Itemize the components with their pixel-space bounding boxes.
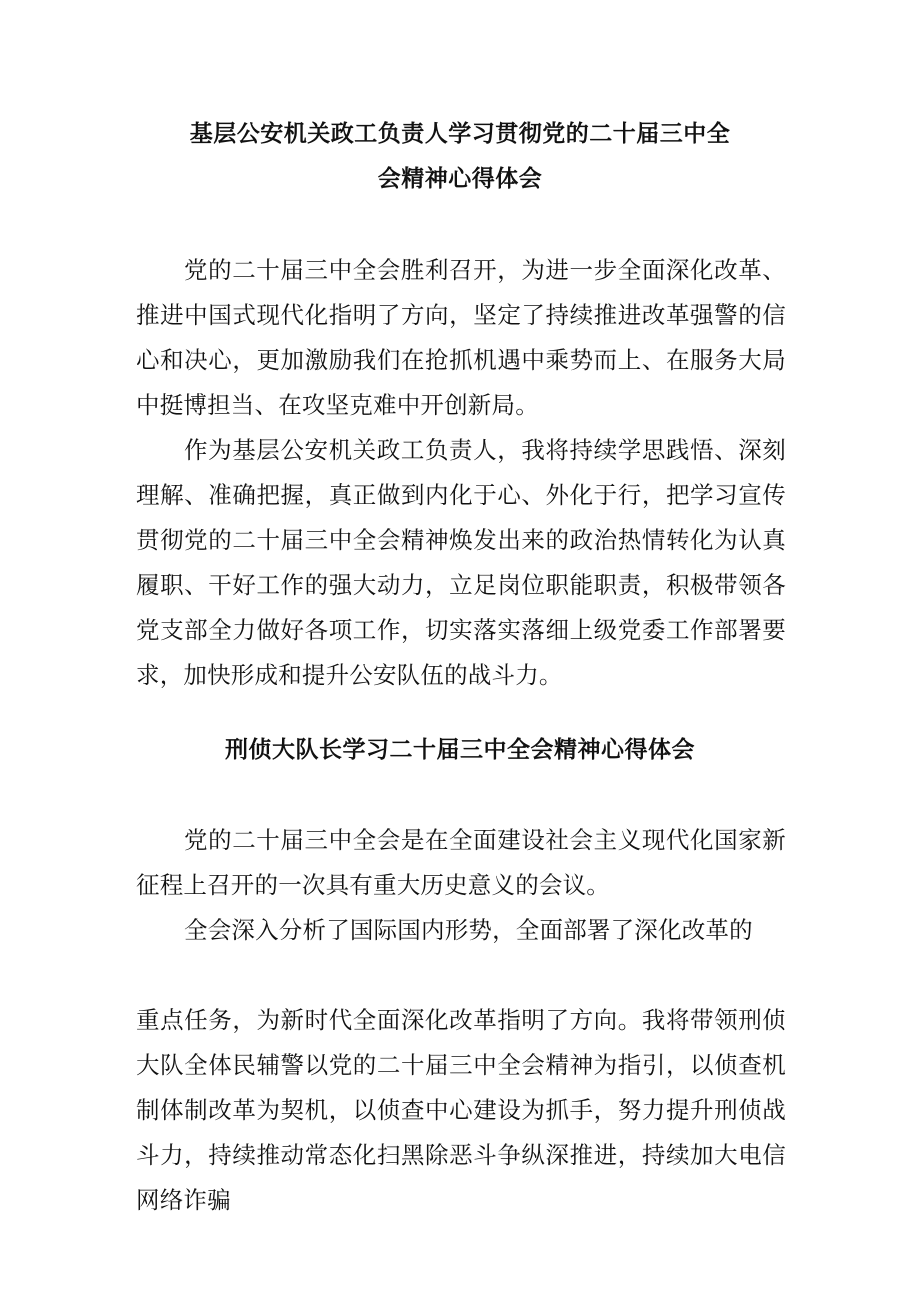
section-1-paragraph-2: 作为基层公安机关政工负责人，我将持续学思践悟、深刻理解、准确把握，真正做到内化于心、外化于行，把学习宣传贯彻党的二十届三中全会精神焕发出来的政治热情转化为认真履职、干好工作的强大动力，立足岗位职能职责，积极带领各党支部全力做好各项工作，切实落实落细上级党委工作部署要求，加快形成和提升公安队伍的战斗力。: [136, 436, 786, 689]
article-title-1-line-2: 会精神心得体会: [377, 166, 543, 192]
section-1-paragraph-1: 党的二十届三中全会胜利召开，为进一步全面深化改革、推进中国式现代化指明了方向，坚定了持续推进改革强警的信心和决心，更加激励我们在抢抓机遇中乘势而上、在服务大局中挺博担当、在攻坚克难中开创新局。: [136, 256, 786, 419]
section-2-paragraph-2: 全会深入分析了国际国内形势，全面部署了深化改革的: [184, 916, 753, 944]
article-title-2: 刑侦大队长学习二十届三中全会精神心得体会: [225, 737, 695, 763]
article-title-1-line-1: 基层公安机关政工负责人学习贯彻党的二十届三中全: [189, 121, 731, 147]
section-2-paragraph-1: 党的二十届三中全会是在全面建设社会主义现代化国家新征程上召开的一次具有重大历史意义的会议。: [136, 826, 786, 899]
section-2-paragraph-3: 重点任务，为新时代全面深化改革指明了方向。我将带领刑侦大队全体民辅警以党的二十届三中全会精神为指引，以侦查机制体制改革为契机，以侦查中心建设为抓手，努力提升刑侦战斗力，持续推动常态化扫黑除恶斗争纵深推进，持续加大电信网络诈骗: [136, 1006, 786, 1214]
